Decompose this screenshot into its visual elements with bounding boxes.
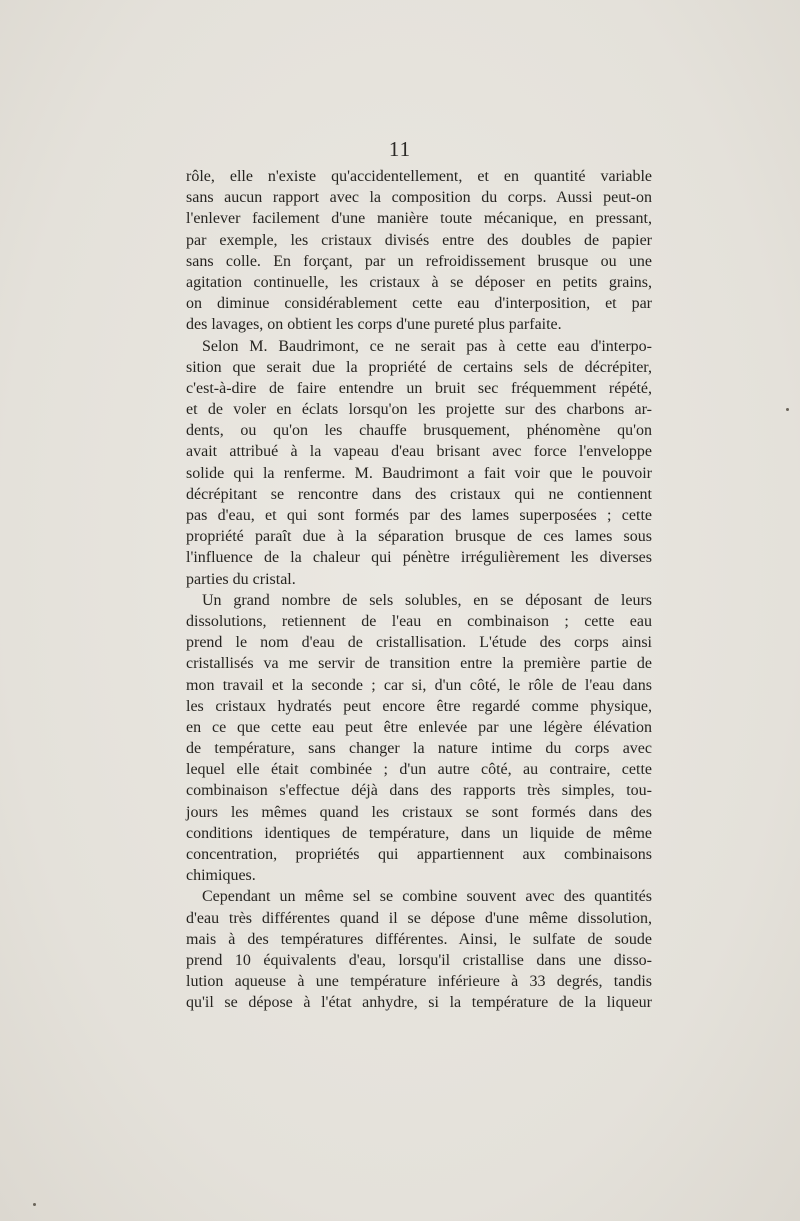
text-line: dents, ou qu'on les chauffe brusquement, phénomène qu'on [186,422,652,440]
text-line: sition que serait due la propriété de certains sels de décrépiter, [186,358,652,376]
text-line: Selon M. Baudrimont, ce ne serait pas à cette eau d'interpo- [202,337,652,355]
text-line: agitation continuelle, les cristaux à se déposer en petits grains, [186,273,652,291]
text-line: rôle, elle n'existe qu'accidentellement, et en quantité variable [186,168,652,185]
text-line: pas d'eau, et qui sont formés par des lames superposées ; cette [186,507,652,524]
text-line: on diminue considérablement cette eau d'interposition, et par [186,295,652,313]
text-line: des lavages, on obtient les corps d'une pureté plus parfaite. [186,316,562,334]
text-line: concentration, propriétés qui appartiennent aux combinaisons [186,846,652,863]
text-line: par exemple, les cristaux divisés entre des doubles de papier [186,231,652,249]
text-line: l'enlever facilement d'une manière toute mécanique, en pressant, [186,210,652,228]
text-line: lequel elle était combinée ; d'un autre côté, au contraire, cette [186,761,652,779]
text-line: qu'il se dépose à l'état anhydre, si la température de la liqueur [186,994,652,1012]
paragraph-4 [186,886,652,1013]
text-line: sans colle. En forçant, par un refroidissement brusque ou une [186,252,652,270]
text-line: prend 10 équivalents d'eau, lorsqu'il cristallise dans une disso- [186,951,652,969]
text-line: avait attribué à la vapeau d'eau brisant avec force l'enveloppe [186,443,652,461]
text-line: chimiques. [186,867,256,885]
text-line: de température, sans changer la nature intime du corps avec [186,740,652,758]
text-line: propriété paraît due à la séparation brusque de ces lames sous [186,528,652,546]
text-line: mon travail et la seconde ; car si, d'un côté, le rôle de l'eau dans [186,676,652,694]
paragraph-3 [186,590,652,887]
paper-speck [786,408,789,411]
text-line: d'eau très différentes quand il se dépose d'une même dissolution, [186,909,652,927]
text-line: en ce que cette eau peut être enlevée par une légère élévation [186,718,652,736]
text-line: dissolutions, retiennent de l'eau en combinaison ; cette eau [186,612,652,630]
body-text [186,166,652,1014]
text-line: c'est-à-dire de faire entendre un bruit sec fréquemment répété, [186,379,652,397]
text-line: décrépitant se rencontre dans des cristaux qui ne contiennent [186,485,652,503]
page-number: 11 [388,137,412,161]
text-line: sans aucun rapport avec la composition du corps. Aussi peut-on [186,189,652,207]
text-line: combinaison s'effectue déjà dans des rapports très simples, tou- [186,782,652,800]
text-line: parties du cristal. [186,570,296,588]
text-line: solide qui la renferme. M. Baudrimont a fait voir que le pouvoir [186,464,652,482]
text-line: jours les mêmes quand les cristaux se sont formés dans des [186,803,652,821]
paragraph-1 [186,166,652,336]
text-line: lution aqueuse à une température inférieure à 33 degrés, tandis [186,973,652,991]
text-line: l'influence de la chaleur qui pénètre irrégulièrement les diverses [186,549,652,567]
text-line: Un grand nombre de sels solubles, en se déposant de leurs [202,591,652,609]
paragraph-2 [186,336,652,590]
paper-speck [33,1203,36,1206]
text-line: les cristaux hydratés peut encore être regardé comme physique, [186,697,652,715]
text-line: et de voler en éclats lorsqu'on les projette sur des charbons ar- [186,401,652,419]
text-line: mais à des températures différentes. Ainsi, le sulfate de soude [186,930,652,948]
text-line: Cependant un même sel se combine souvent avec des quantités [202,888,652,906]
text-line: conditions identiques de température, dans un liquide de même [186,824,652,842]
text-line: prend le nom d'eau de cristallisation. L'étude des corps ainsi [186,634,652,652]
text-line: cristallisés va me servir de transition entre la première partie de [186,655,652,673]
